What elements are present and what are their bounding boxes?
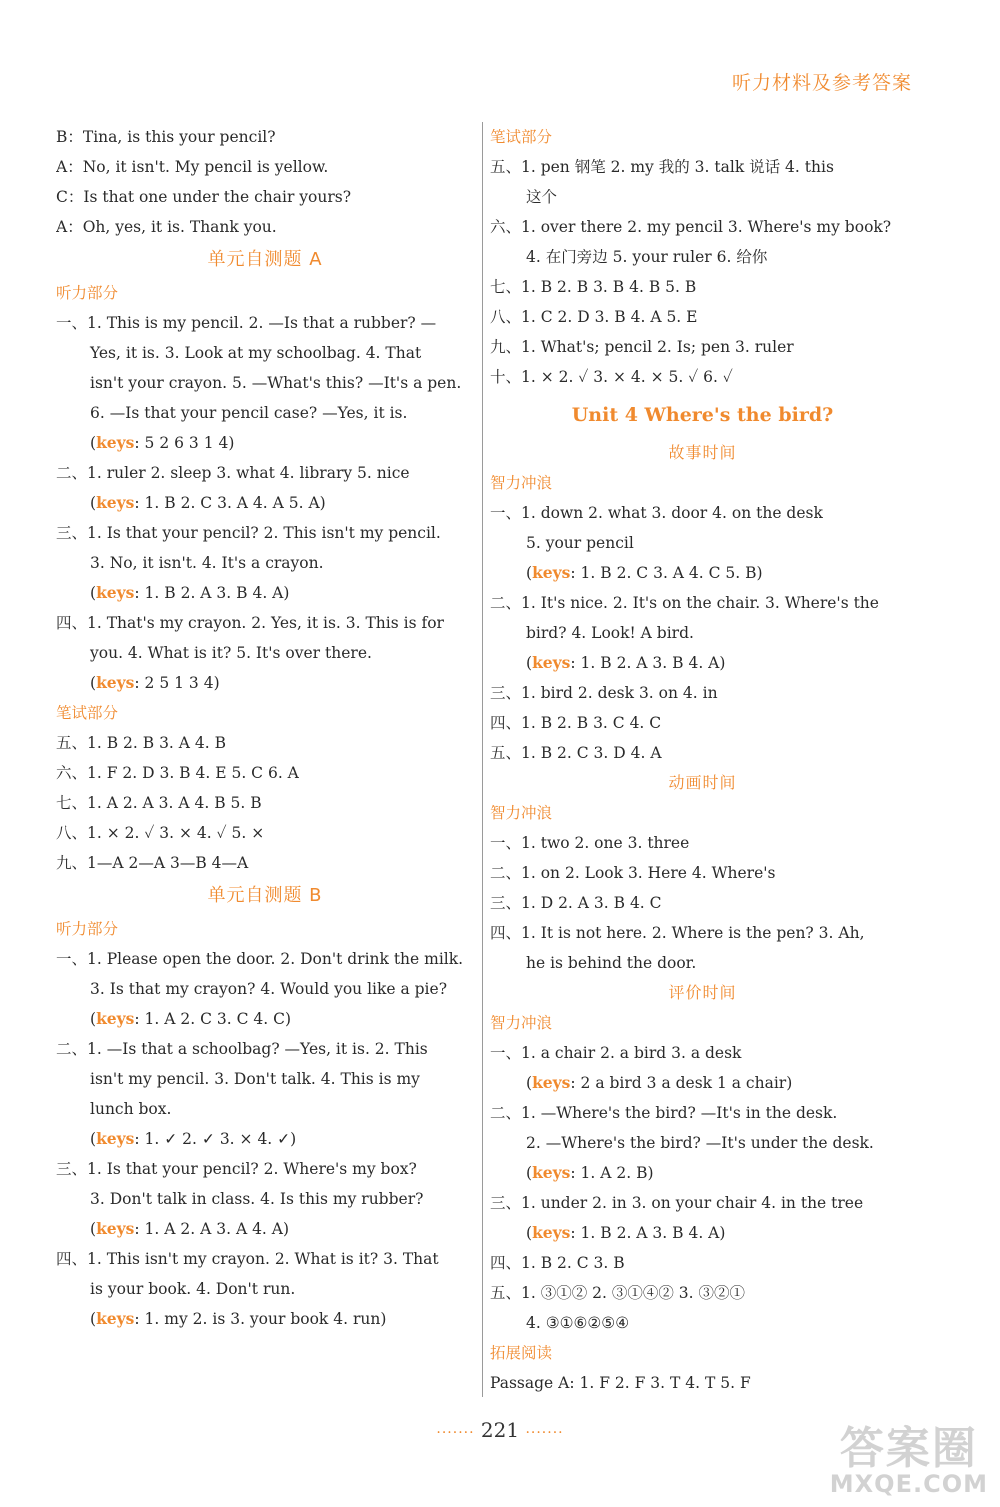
answer-line: 一、1. This is my pencil. 2. —Is that a rubber? — <box>56 314 437 332</box>
keys-paren: ( <box>90 1220 97 1238</box>
answer-line: 十、1. × 2. ✓ 3. × 4. × 5. ✓ 6. ✓ <box>490 368 733 386</box>
keys-label: keys <box>96 1009 135 1028</box>
answer-line: 九、1. What's; pencil 2. Is; pen 3. ruler <box>490 338 794 356</box>
answer-line-continued: 3. Is that my crayon? 4. Would you like a pie? <box>90 980 447 998</box>
answer-line-continued: 4. ③①⑥②⑤④ <box>526 1314 630 1332</box>
keys-label: keys <box>532 1073 571 1092</box>
answer-line: Passage A: 1. F 2. F 3. T 4. T 5. F <box>490 1374 751 1392</box>
keys-paren: ( <box>526 1164 533 1182</box>
answer-line: 九、1—A 2—A 3—B 4—A <box>56 854 249 872</box>
keys-paren: ( <box>90 434 97 452</box>
answer-line-continued: 3. No, it isn't. 4. It's a crayon. <box>90 554 324 572</box>
answer-line: 八、1. C 2. D 3. B 4. A 5. E <box>490 308 698 326</box>
keys-paren: ( <box>90 494 97 512</box>
keys-answers: : 1. A 2. C 3. C 4. C) <box>134 1010 292 1028</box>
answer-line: 三、1. D 2. A 3. B 4. C <box>490 894 662 912</box>
answer-line: 二、1. —Where's the bird? —It's in the desk. <box>490 1104 838 1122</box>
answer-line-continued: is your book. 4. Don't run. <box>90 1280 296 1298</box>
keys-answers: : 1. B 2. C 3. A 4. A 5. A) <box>134 494 326 512</box>
keys-answers: : 1. B 2. A 3. B 4. A) <box>134 584 290 602</box>
answer-line-continued <box>490 648 915 678</box>
answer-line: 三、1. bird 2. desk 3. on 4. in <box>490 684 718 702</box>
subsection-heading: 评价时间 <box>668 983 737 1002</box>
keys-answers: : 1. ✓ 2. ✓ 3. × 4. ✓) <box>134 1130 297 1148</box>
part-label: 听力部分 <box>56 920 119 938</box>
keys-label: keys <box>96 433 135 452</box>
answer-line: 八、1. × 2. ✓ 3. × 4. ✓ 5. × <box>56 824 265 842</box>
site-watermark <box>829 1422 988 1498</box>
answer-line: 二、1. ruler 2. sleep 3. what 4. library 5. nice <box>56 464 410 482</box>
answer-line-continued: bird? 4. Look! A bird. <box>526 624 694 642</box>
unit-heading: Unit 4 Where's the bird? <box>571 404 834 426</box>
keys-label: keys <box>96 673 135 692</box>
answer-line-continued: 4. 在门旁边 5. your ruler 6. 给你 <box>526 248 768 266</box>
keys-answers: : 5 2 6 3 1 4) <box>134 434 235 452</box>
subsection-heading: 故事时间 <box>668 443 737 462</box>
footer-dots-left: ······· <box>436 1425 475 1441</box>
subsection-heading: 动画时间 <box>668 773 737 792</box>
answer-line: 四、1. That's my crayon. 2. Yes, it is. 3. This is for <box>56 614 444 632</box>
part-label: 笔试部分 <box>490 128 553 146</box>
answer-line-continued <box>490 1218 915 1248</box>
keys-label: keys <box>96 1219 135 1238</box>
answer-line-continued <box>56 578 474 608</box>
answer-line-continued <box>490 558 915 588</box>
part-label: 智力冲浪 <box>490 1014 553 1032</box>
answer-line-continued <box>56 1004 474 1034</box>
answer-line-continued <box>490 1068 915 1098</box>
answer-line-continued: you. 4. What is it? 5. It's over there. <box>90 644 372 662</box>
keys-paren: ( <box>90 584 97 602</box>
answer-line-continued <box>56 1124 474 1154</box>
right-column <box>490 122 915 1398</box>
answer-line-continued: isn't my pencil. 3. Don't talk. 4. This is my <box>90 1070 420 1088</box>
answer-line: 三、1. Is that your pencil? 2. Where's my box? <box>56 1160 417 1178</box>
part-label: 听力部分 <box>56 284 119 302</box>
answer-line-continued <box>56 668 474 698</box>
answer-line: 六、1. F 2. D 3. B 4. E 5. C 6. A <box>56 764 299 782</box>
answer-line-continued <box>56 1214 474 1244</box>
answer-line-continued <box>56 428 474 458</box>
answer-line-continued: lunch box. <box>90 1100 172 1118</box>
answer-line: 四、1. This isn't my crayon. 2. What is it? 3. That <box>56 1250 439 1268</box>
part-label: 智力冲浪 <box>490 474 553 492</box>
answer-line-continued <box>490 1158 915 1188</box>
answer-line: B：Tina, is this your pencil? <box>56 128 276 146</box>
answer-line: 三、1. under 2. in 3. on your chair 4. in the tree <box>490 1194 864 1212</box>
page-number: 221 <box>480 1418 520 1442</box>
watermark-url: MXQE.COM <box>829 1469 988 1498</box>
keys-answers: : 1. A 2. B) <box>570 1164 654 1182</box>
part-label: 智力冲浪 <box>490 804 553 822</box>
answer-line: 四、1. B 2. B 3. C 4. C <box>490 714 662 732</box>
answer-line: 五、1. pen 钢笔 2. my 我的 3. talk 说话 4. this <box>490 158 834 176</box>
keys-answers: : 1. B 2. A 3. B 4. A) <box>570 1224 726 1242</box>
column-divider <box>482 122 483 1397</box>
answer-line-continued: 6. —Is that your pencil case? —Yes, it is. <box>90 404 408 422</box>
keys-label: keys <box>532 1163 571 1182</box>
answer-line-continued <box>56 488 474 518</box>
answer-line: 四、1. B 2. C 3. B <box>490 1254 625 1272</box>
answer-line: A：No, it isn't. My pencil is yellow. <box>56 158 329 176</box>
keys-paren: ( <box>90 1010 97 1028</box>
keys-answers: : 1. B 2. C 3. A 4. C 5. B) <box>570 564 763 582</box>
answer-line-continued: 3. Don't talk in class. 4. Is this my rubber? <box>90 1190 424 1208</box>
section-heading: 单元自测题 B <box>207 885 323 906</box>
answer-line: A：Oh, yes, it is. Thank you. <box>56 218 277 236</box>
keys-paren: ( <box>526 564 533 582</box>
answer-line: 七、1. B 2. B 3. B 4. B 5. B <box>490 278 697 296</box>
part-label: 拓展阅读 <box>490 1344 553 1362</box>
watermark-logo-text: 答案圈 <box>839 1422 978 1474</box>
answer-line-continued: 5. your pencil <box>526 534 634 552</box>
answer-line-continued: isn't your crayon. 5. —What's this? —It's a pen. <box>90 374 462 392</box>
keys-paren: ( <box>90 1130 97 1148</box>
answer-line: C：Is that one under the chair yours? <box>56 188 352 206</box>
keys-label: keys <box>532 1223 571 1242</box>
keys-paren: ( <box>526 654 533 672</box>
keys-label: keys <box>96 1129 135 1148</box>
left-column <box>56 122 474 1334</box>
keys-label: keys <box>96 1309 135 1328</box>
answer-line-continued: Yes, it is. 3. Look at my schoolbag. 4. That <box>90 344 422 362</box>
answer-line: 二、1. on 2. Look 3. Here 4. Where's <box>490 864 776 882</box>
keys-answers: : 1. my 2. is 3. your book 4. run) <box>134 1310 387 1328</box>
keys-paren: ( <box>90 1310 97 1328</box>
answer-line: 一、1. down 2. what 3. door 4. on the desk <box>490 504 823 522</box>
answer-line: 五、1. ③①② 2. ③①④② 3. ③②① <box>490 1284 746 1302</box>
answer-line: 三、1. Is that your pencil? 2. This isn't my pencil. <box>56 524 441 542</box>
answer-line: 一、1. two 2. one 3. three <box>490 834 690 852</box>
answer-line-continued: 这个 <box>526 188 558 206</box>
keys-label: keys <box>96 583 135 602</box>
answer-line: 二、1. —Is that a schoolbag? —Yes, it is. 2. This <box>56 1040 428 1058</box>
part-label: 笔试部分 <box>56 704 119 722</box>
page-header: 听力材料及参考答案 <box>731 72 912 94</box>
answer-line: 一、1. a chair 2. a bird 3. a desk <box>490 1044 742 1062</box>
answer-line: 五、1. B 2. C 3. D 4. A <box>490 744 662 762</box>
answer-line: 四、1. It is not here. 2. Where is the pen? 3. Ah, <box>490 924 865 942</box>
keys-answers: : 2 5 1 3 4) <box>134 674 220 692</box>
keys-paren: ( <box>526 1224 533 1242</box>
keys-paren: ( <box>90 674 97 692</box>
keys-paren: ( <box>526 1074 533 1092</box>
answer-line-continued: 2. —Where's the bird? —It's under the desk. <box>526 1134 874 1152</box>
footer-dots-right: ······· <box>525 1425 564 1441</box>
answer-line-continued <box>56 1304 474 1334</box>
answer-line: 六、1. over there 2. my pencil 3. Where's my book? <box>490 218 892 236</box>
answer-line: 五、1. B 2. B 3. A 4. B <box>56 734 227 752</box>
answer-line: 二、1. It's nice. 2. It's on the chair. 3. Where's the <box>490 594 879 612</box>
keys-answers: : 1. B 2. A 3. B 4. A) <box>570 654 726 672</box>
keys-label: keys <box>532 653 571 672</box>
answer-line: 一、1. Please open the door. 2. Don't drink the milk. <box>56 950 464 968</box>
section-heading: 单元自测题 A <box>207 249 323 270</box>
answer-line-continued: he is behind the door. <box>526 954 697 972</box>
keys-label: keys <box>96 493 135 512</box>
keys-label: keys <box>532 563 571 582</box>
keys-answers: : 2 a bird 3 a desk 1 a chair) <box>570 1074 793 1092</box>
answer-line: 七、1. A 2. A 3. A 4. B 5. B <box>56 794 262 812</box>
keys-answers: : 1. A 2. A 3. A 4. A) <box>134 1220 290 1238</box>
